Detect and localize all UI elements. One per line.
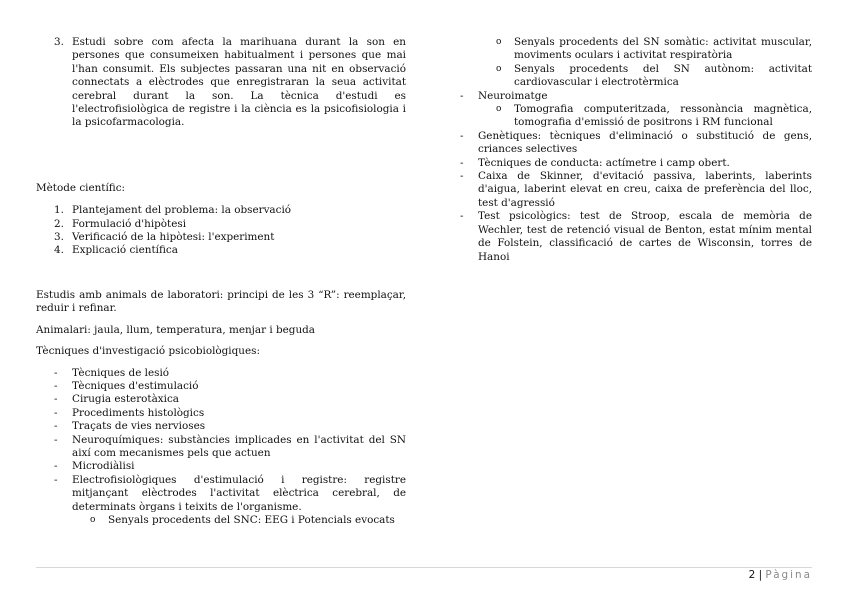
study-item-3-text: Estudi sobre com afecta la marihuana durant la son en persones que consumeixen habitualment i persones que mai l'han consumit. Els subjectes passaran una nit en observació connectats a elèctrodes que enregistraran la seua activitat cerebral durant la son. La tècnica d'estudi es l'electrofisiològica de registre i la ciència es la psicofisiologia i la psicofarmacologia. [72, 36, 406, 129]
dash-marker: - [460, 170, 464, 183]
technique-text: Neuroquímiques: substàncies implicades en l'activitat del SN així com mecanismes pels que actuen [72, 433, 406, 459]
method-steps-list [36, 204, 406, 258]
technique-text: Cirugia esterotàxica [72, 393, 180, 406]
signal-text: Senyals procedents del SN autònom: activitat cardiovascular i electrotèrmica [514, 62, 812, 89]
dash-marker: - [54, 366, 58, 379]
technique-item [36, 367, 406, 380]
technique-item [36, 474, 406, 514]
technique-text: Procediments histològics [72, 406, 205, 419]
technique-item [458, 210, 812, 264]
method-step-text: Verificació de la hipòtesi: l'experiment [72, 231, 275, 244]
list-marker: 1. [54, 204, 64, 217]
techniques-heading: Tècniques d'investigació psicobiològiques: [36, 345, 260, 358]
page-number: 2 [748, 569, 756, 581]
method-step-text: Explicació científica [72, 244, 178, 257]
technique-item [36, 380, 406, 393]
animal-conditions-paragraph: Animalari: jaula, llum, temperatura, menjar i beguda [36, 323, 315, 336]
method-step [36, 231, 406, 244]
method-step-text: Plantejament del problema: la observació [72, 204, 292, 217]
right-column [458, 36, 812, 264]
dash-marker: - [54, 393, 58, 406]
technique-item [36, 420, 406, 433]
page-footer [749, 569, 812, 582]
techniques-list [36, 367, 406, 528]
signal-text: Senyals procedents del SN somàtic: activitat muscular, moviments oculars i activitat respiratòria [514, 36, 812, 62]
list-marker: 3. [54, 231, 64, 244]
technique-item [36, 393, 406, 406]
neuroimatge-text: Tomografia computeritzada, ressonància magnètica, tomografia d'emissió de positrons i RM funcional [514, 103, 812, 129]
page-label: Pàgina [765, 569, 812, 581]
footer-divider [36, 567, 812, 568]
circle-marker: o [496, 63, 502, 74]
list-marker: 4. [54, 244, 64, 257]
method-heading: Mètode científic: [36, 181, 126, 194]
dash-marker: - [460, 156, 464, 169]
technique-text: Tècniques de conducta: actímetre i camp obert. [478, 156, 730, 169]
technique-text: Traçats de vies nervioses [72, 420, 206, 433]
footer-separator: | [758, 569, 763, 581]
circle-marker: o [90, 514, 96, 525]
signal-sub-item [458, 36, 812, 63]
dash-marker: - [460, 89, 464, 102]
circle-marker: o [496, 37, 502, 47]
left-column [36, 36, 406, 527]
technique-item [36, 407, 406, 420]
signal-text: Senyals procedents del SNC: EEG i Potencials evocats [108, 513, 395, 526]
technique-text: Neuroimatge [478, 89, 548, 102]
technique-text: Tècniques d'estimulació [72, 379, 199, 392]
study-item-3 [36, 36, 406, 130]
method-step [36, 218, 406, 231]
technique-text: Microdiàlisi [72, 460, 135, 473]
dash-marker: - [54, 433, 58, 446]
dash-marker: - [54, 473, 58, 486]
technique-item [36, 460, 406, 473]
method-step [36, 244, 406, 257]
dash-marker: - [54, 460, 58, 473]
dash-marker: - [54, 379, 58, 392]
technique-text: Electrofisiològiques d'estimulació i registre: registre mitjançant elèctrodes l'activitat elèctrica cerebral, de determinats òrgans i teixits de l'organisme. [72, 473, 406, 513]
dash-marker: - [54, 406, 58, 419]
neuroimatge-sub-item [458, 103, 812, 130]
technique-text: Tècniques de lesió [72, 366, 170, 379]
list-marker: 2. [54, 217, 64, 230]
technique-text: Caixa de Skinner, d'evitació passiva, laberints, laberints d'aigua, laberint elevat en creu, caixa de preferència del lloc, test d'agressió [478, 170, 812, 209]
technique-item [458, 170, 812, 210]
technique-item [458, 157, 812, 170]
list-marker: 3. [54, 36, 64, 48]
method-step-text: Formulació d'hipòtesi [72, 217, 187, 230]
dash-marker: - [460, 129, 464, 142]
dash-marker: - [460, 210, 464, 223]
signal-sub-item [458, 63, 812, 90]
technique-text: Genètiques: tècniques d'eliminació o substitució de gens, criances selectives [478, 129, 812, 156]
technique-text: Test psicològics: test de Stroop, escala de memòria de Wechler, test de retenció visual de Benton, estat mínim mental de Folstein, classificació de cartes de Wisconsin, torres de Hanoi [478, 210, 812, 263]
technique-item [458, 130, 812, 157]
technique-item [36, 434, 406, 461]
circle-marker: o [496, 104, 502, 115]
animal-studies-paragraph: Estudis amb animals de laboratori: principi de les 3 “R”: reemplaçar, reduir i refinar. [36, 288, 406, 315]
signal-sub-item [36, 514, 406, 527]
technique-item [458, 90, 812, 103]
dash-marker: - [54, 420, 58, 433]
method-step [36, 204, 406, 217]
